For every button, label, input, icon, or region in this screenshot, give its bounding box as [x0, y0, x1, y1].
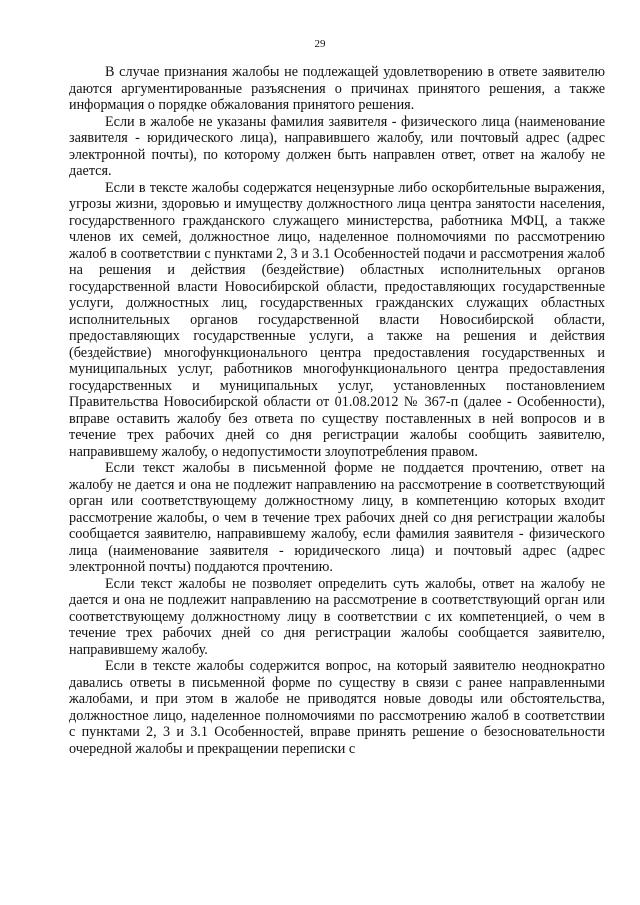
paragraph-complaint-rejection: В случае признания жалобы не подлежащей удовлетворению в ответе заявителю даются аргументированные разъяснения о причинах принятого решения, а также информация о порядке обжалования принятого решения.	[69, 64, 605, 113]
paragraph-missing-sender: Если в жалобе не указаны фамилия заявителя - физического лица (наименование заявителя - юридического лица), направившего жалобу, или почтовый адрес (адрес электронной почты), по которому должен быть направлен ответ, ответ на жалобу не дается.	[69, 113, 605, 179]
paragraph-unreadable-text: Если текст жалобы в письменной форме не поддается прочтению, ответ на жалобу не дается и она не подлежит направлению на рассмотрение в соответствующий орган или соответствующему должностному лицу, в компетенцию которых входит рассмотрение жалобы, о чем в течение трех рабочих дней со дня регистрации жалобы сообщается заявителю, направившему жалобу, если фамилия заявителя - физического лица (наименование заявителя - юридического лица) и почтовый адрес (адрес электронной почты) поддаются прочтению.	[69, 460, 605, 575]
paragraph-offensive-language: Если в тексте жалобы содержатся нецензурные либо оскорбительные выражения, угрозы жизни, здоровью и имуществу должностного лица центра занятости населения, государственного гражданского служащего министерства, работника МФЦ, а также членов их семей, должностное лицо, наделенное полномочиями по рассмотрению жалоб в соответствии с пунктами 2, 3 и 3.1 Особенностей подачи и рассмотрения жалоб на решения и действия (бездействие) областных исполнительных органов государственной власти Новосибирской области, предоставляющих государственные услуги, должностных лиц, государственных гражданских служащих областных исполнительных органов государственной власти Новосибирской области, предоставляющих государственные услуги, а также на решения и действия (бездействие) многофункционального центра предоставления государственных и муниципальных услуг, работников многофункционального центра предоставления государственных и муниципальных услуг, установленных постановлением Правительства Новосибирской области от 01.08.2012 № 367-п (далее - Особенности), вправе оставить жалобу без ответа по существу поставленных в ней вопросов и в течение трех рабочих дней со дня регистрации жалобы сообщить заявителю, направившему жалобу, о недопустимости злоупотребления правом.	[69, 179, 605, 460]
paragraph-repeated-question: Если в тексте жалобы содержится вопрос, на который заявителю неоднократно давались ответы в письменной форме по существу в связи с ранее направленными жалобами, и при этом в жалобе не приводятся новые доводы или обстоятельства, должностное лицо, наделенное полномочиями по рассмотрению жалоб в соответствии с пунктами 2, 3 и 3.1 Особенностей, вправе принять решение о безосновательности очередной жалобы и прекращении переписки с	[69, 658, 605, 757]
paragraph-unclear-essence: Если текст жалобы не позволяет определить суть жалобы, ответ на жалобу не дается и она не подлежит направлению на рассмотрение в соответствующий орган или соответствующему должностному лицу в соответствии с их компетенцией, о чем в течение трех рабочих дней со дня регистрации жалобы сообщается заявителю, направившему жалобу.	[69, 575, 605, 658]
page-number: 29	[314, 38, 326, 50]
document-body	[69, 64, 605, 757]
